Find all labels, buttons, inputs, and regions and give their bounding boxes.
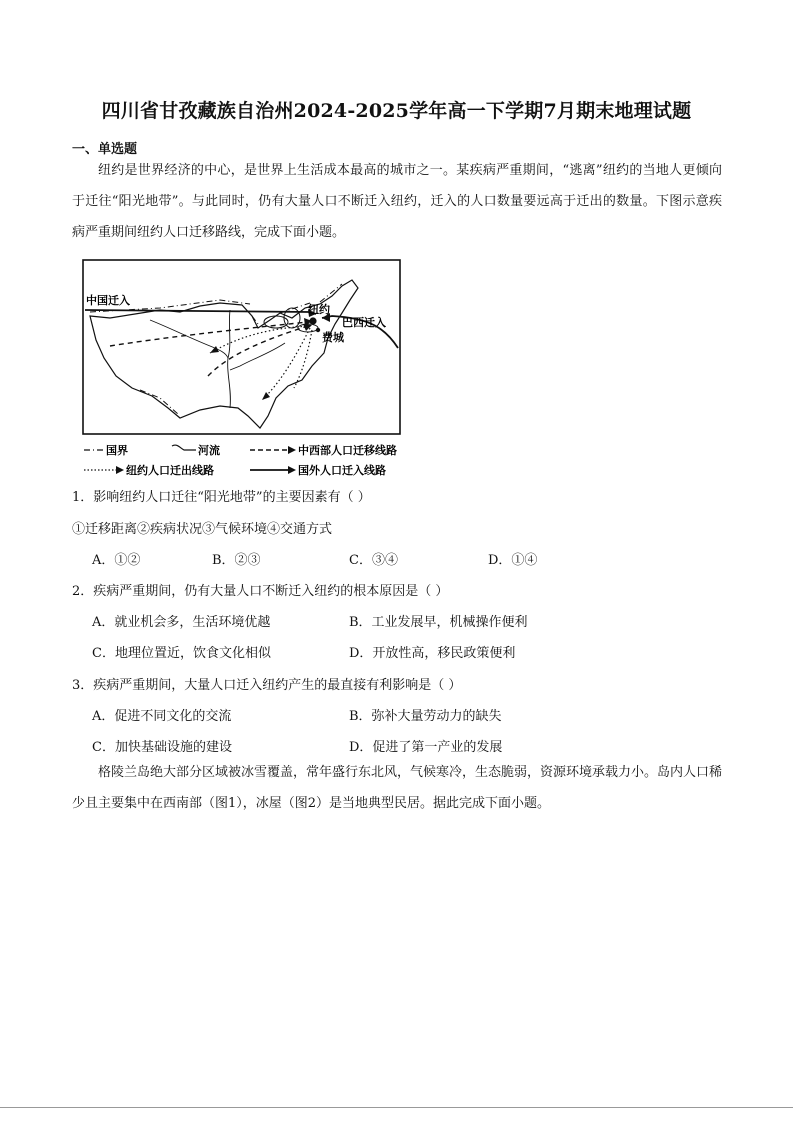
legend-border-label: 国界 <box>106 444 128 457</box>
legend-river-label: 河流 <box>198 444 220 457</box>
newyork-marker <box>309 317 316 324</box>
legend-midwest-label: 中西部人口迁移线路 <box>298 444 397 457</box>
question-2-option-a[interactable]: A．就业机会多，生活环境优越 <box>92 615 271 630</box>
legend-foreign-in-label: 国外人口迁入线路 <box>298 464 386 477</box>
question-3-option-c[interactable]: C．加快基础设施的建设 <box>92 740 232 755</box>
question-1-option-d[interactable]: D．①④ <box>488 553 538 568</box>
question-1-factors: ①迁移距离②疾病状况③气候环境④交通方式 <box>72 522 333 537</box>
question-3-stem: 3．疾病严重期间，大量人口迁入纽约产生的最直接有利影响是（ ） <box>72 678 462 693</box>
question-2-option-c[interactable]: C．地理位置近，饮食文化相似 <box>92 646 271 661</box>
legend-river-symbol <box>172 445 196 450</box>
legend-foreign-in-arrow <box>288 466 296 474</box>
question-1-option-c[interactable]: C．③④ <box>349 553 398 568</box>
question-2-stem: 2．疾病严重期间，仍有大量人口不断迁入纽约的根本原因是（ ） <box>72 584 449 599</box>
legend-nyc-out-label: 纽约人口迁出线路 <box>126 464 214 477</box>
map-frame <box>83 260 400 434</box>
question-2-option-d[interactable]: D．开放性高，移民政策便利 <box>349 646 516 661</box>
brazil-inflow-label: 巴西迁入 <box>342 316 386 329</box>
question-1-option-a[interactable]: A．①② <box>92 553 141 568</box>
section-heading: 一、单选题 <box>72 142 138 157</box>
exam-title: 四川省甘孜藏族自治州2024-2025学年高一下学期7月期末地理试题 <box>101 100 692 122</box>
legend-nyc-out-arrow <box>116 466 124 474</box>
question-1-stem: 1．影响纽约人口迁往“阳光地带”的主要因素有（ ） <box>72 490 371 505</box>
page-bottom-rule <box>0 1107 793 1108</box>
question-2-option-b[interactable]: B．工业发展早，机械操作便利 <box>349 615 528 630</box>
newyork-label: 纽约 <box>308 303 330 316</box>
migration-map-figure <box>80 258 420 480</box>
philadelphia-marker <box>316 328 320 332</box>
question-1-option-b[interactable]: B．②③ <box>212 553 261 568</box>
question-3-option-d[interactable]: D．促进了第一产业的发展 <box>349 740 503 755</box>
intro-paragraph-newyork: 纽约是世界经济的中心，是世界上生活成本最高的城市之一。某疾病严重期间，“逃离”纽约的当地人更倾向于迁往“阳光地带”。与此同时，仍有大量人口不断迁入纽约，迁入的人口数量要远高于迁出的数量。下图示意疾病严重期间纽约人口迁移路线，完成下面小题。 <box>72 163 722 240</box>
intro-paragraph-greenland: 格陵兰岛绝大部分区域被冰雪覆盖，常年盛行东北风，气候寒冷，生态脆弱，资源环境承载力小。岛内人口稀少且主要集中在西南部（图1），冰屋（图2）是当地典型民居。据此完成下面小题。 <box>72 765 723 811</box>
philadelphia-label: 费城 <box>322 331 344 344</box>
question-3-option-b[interactable]: B．弥补大量劳动力的缺失 <box>349 709 502 724</box>
legend-midwest-arrow <box>288 446 296 454</box>
migration-map <box>80 258 420 480</box>
question-3-option-a[interactable]: A．促进不同文化的交流 <box>92 709 232 724</box>
china-inflow-label: 中国迁入 <box>86 294 130 307</box>
